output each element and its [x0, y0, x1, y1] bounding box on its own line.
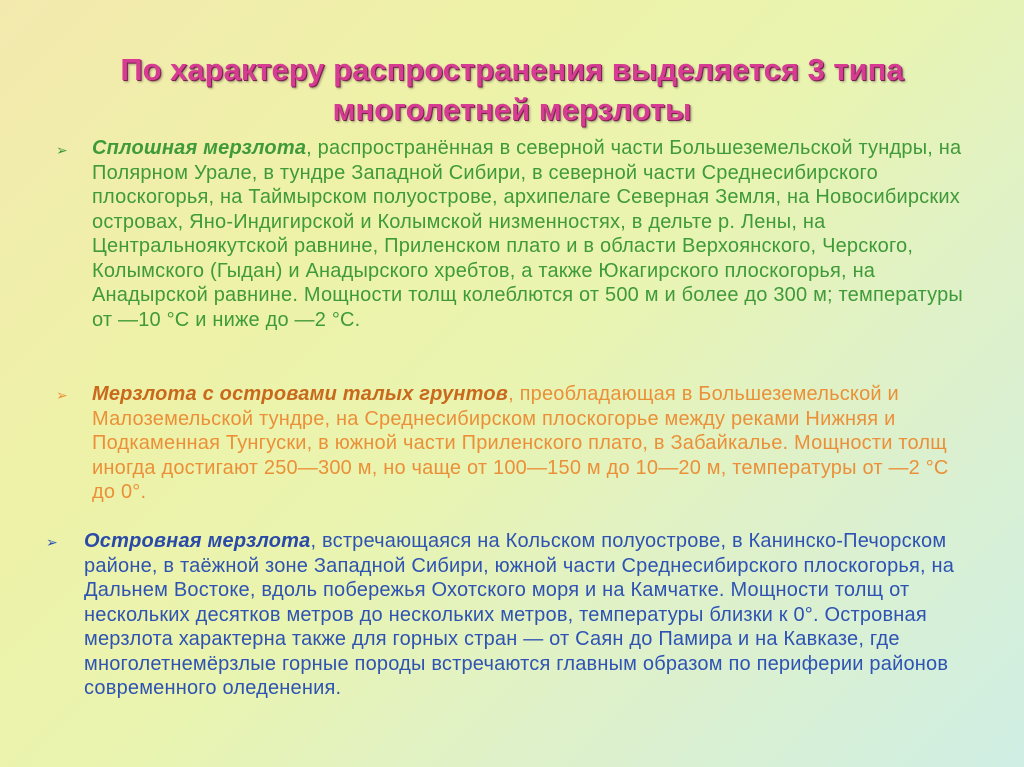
arrow-bullet-icon: ➢ [56, 387, 68, 403]
arrow-bullet-icon: ➢ [46, 534, 58, 550]
arrow-bullet-icon: ➢ [56, 142, 68, 158]
term-island-permafrost: Островная мерзлота [84, 530, 311, 552]
slide-title [40, 50, 984, 130]
list-item-continuous-permafrost [92, 136, 972, 332]
list-item-island-permafrost [84, 529, 964, 701]
description-island-permafrost: , встречающаяся на Кольском полуострове, в Канинско-Печорском районе, в таёжной зоне Западной Сибири, южной части Среднесибирского плоскогорья, на Дальнем Востоке, вдоль побережья Охотского моря и на Камчатке. Мощности толщ от нескольких десятков метров до нескольких метров, температуры близки к 0°. Островная мерзлота характерна также для горных стран — от Саян до Памира и на Кавказе, где многолетнемёрзлые горные породы встречаются главным образом по периферии районов современного оледенения. [84, 530, 955, 699]
title-line-1: По характеру распространения выделяется 3 типа [120, 52, 904, 87]
term-continuous-permafrost: Сплошная мерзлота [92, 137, 307, 159]
term-permafrost-with-talik-islands: Мерзлота с островами талых грунтов [92, 383, 509, 405]
description-continuous-permafrost: , распространённая в северной части Большеземельской тундры, на Полярном Урале, в тундре Западной Сибири, в северной части Среднесибирского плоскогорья, на Таймырском полуострове, архипелаге Северная Земля, на Новосибирских островах, Яно-Индигирской и Колымской низменностях, в дельте р. Лены, на Центральноякутской равнине, Приленском плато и в области Верхоянского, Черского, Колымского (Гыдан) и Анадырского хребтов, а также Юкагирского плоскогорья, на Анадырской равнине. Мощности толщ колеблются от 500 м и более до 300 м; температуры от —10 °С и ниже до —2 °С. [92, 137, 963, 331]
description-permafrost-with-talik-islands: , преобладающая в Большеземельской и Малоземельской тундре, на Среднесибирском плоскогорье между реками Нижняя и Подкаменная Тунгуски, в южной части Приленского плато, в Забайкалье. Мощности толщ иногда достигают 250—300 м, но чаще от 100—150 м до 10—20 м, температуры от —2 °С до 0°. [92, 383, 949, 503]
title-line-2: многолетней мерзлоты [332, 92, 692, 127]
list-item-permafrost-with-talik-islands [92, 382, 972, 505]
